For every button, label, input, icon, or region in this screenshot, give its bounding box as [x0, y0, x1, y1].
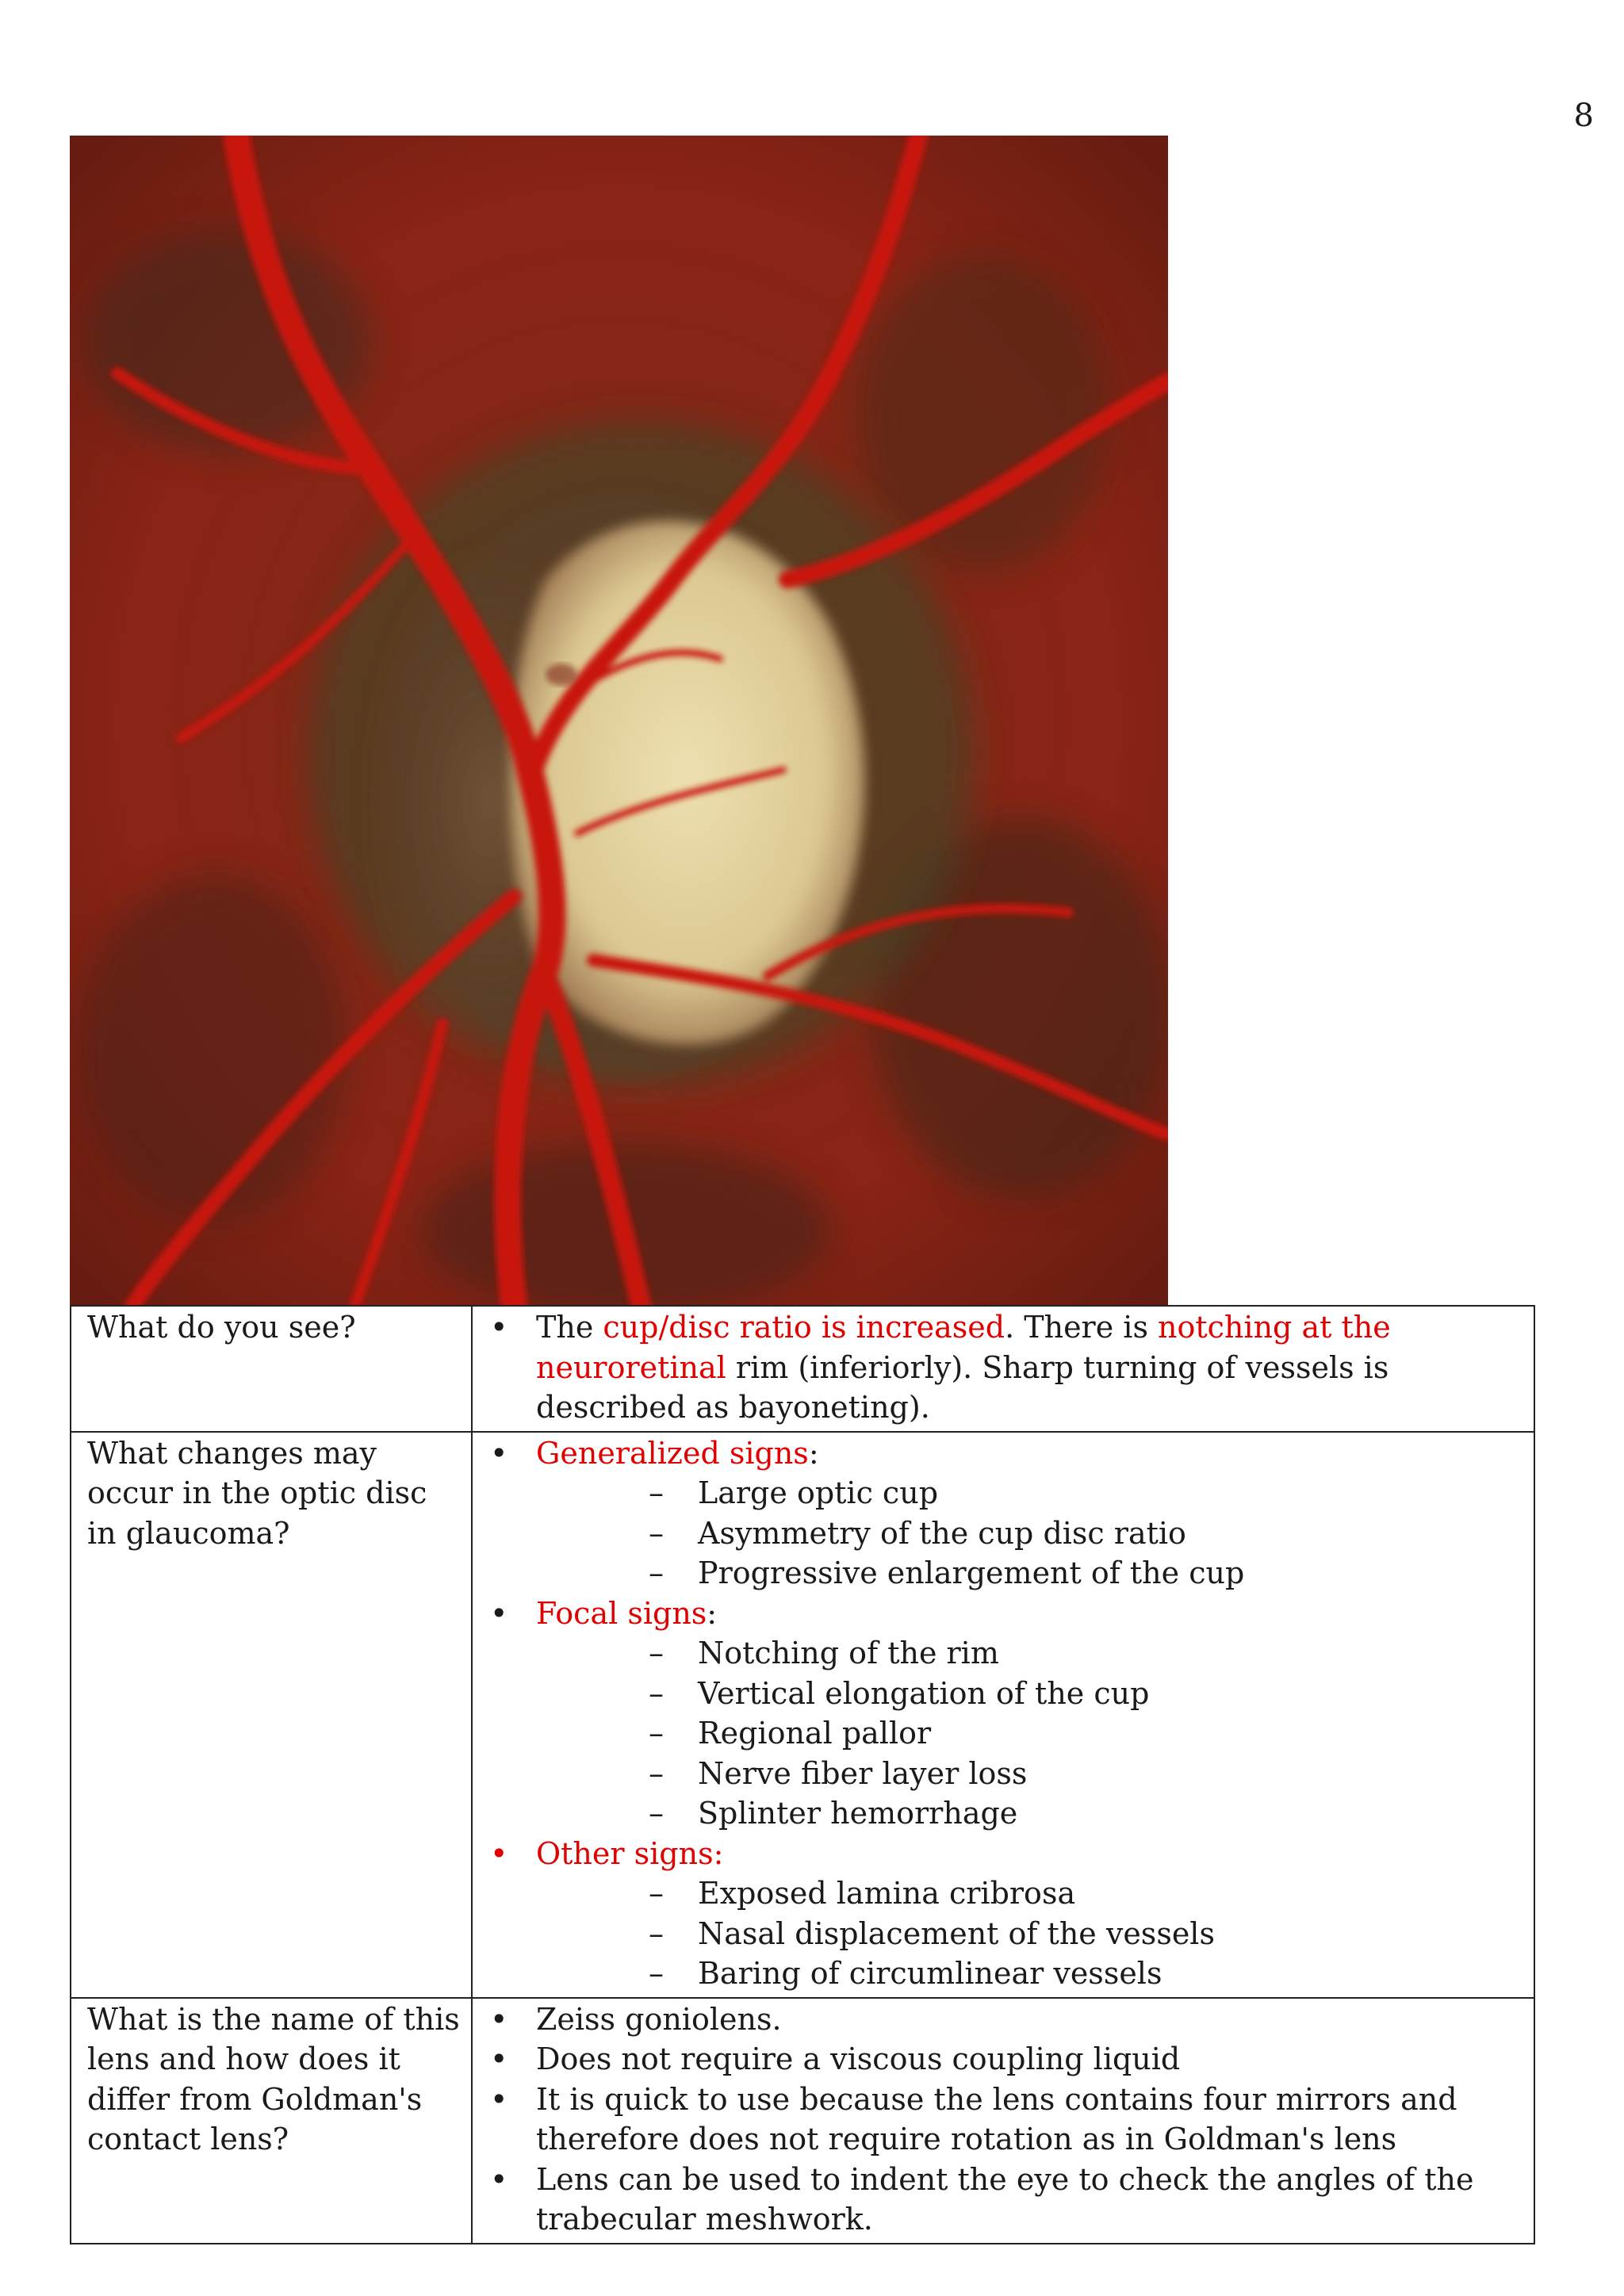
list-item: • Zeiss goniolens. [473, 1999, 1518, 2040]
fundus-photo [70, 136, 1168, 1305]
answer-cell [472, 1998, 1534, 2244]
question-text: What changes may occur in the optic disc in glaucoma? [87, 1435, 427, 1551]
group-suffix: : [808, 1435, 819, 1471]
answer-text: rim (inferiorly). Sharp turning of vessels is described as bayoneting). [536, 1349, 1389, 1425]
answer-list [473, 1307, 1518, 1428]
sub-list-item: – Progressive enlargement of the cup [536, 1553, 1518, 1594]
sub-list-item: – Nasal displacement of the vessels [536, 1914, 1518, 1954]
question-cell [71, 1432, 472, 1998]
sub-list-item: – Large optic cup [536, 1473, 1518, 1513]
list-item [473, 1307, 1518, 1428]
list-item: • Lens can be used to indent the eye to check the angles of the trabecular meshwork. [473, 2160, 1518, 2240]
answer-cell [472, 1306, 1534, 1432]
fundus-image [70, 136, 1168, 1305]
answer-text: The [536, 1310, 603, 1345]
answer-text: . There is [1005, 1310, 1159, 1345]
qa-table [70, 1305, 1535, 2244]
answer-list [473, 1999, 1518, 2240]
sub-list-item: – Baring of circumlinear vessels [536, 1954, 1518, 1994]
answer-list [473, 1433, 1518, 1994]
table-row [71, 1998, 1534, 2244]
highlight-text: cup/disc ratio is increased [603, 1310, 1005, 1345]
list-item: • Does not require a viscous coupling liquid [473, 2039, 1518, 2080]
sub-list-item: – Nerve fiber layer loss [536, 1754, 1518, 1794]
question-text: What do you see? [87, 1310, 356, 1345]
question-cell [71, 1306, 472, 1432]
group-label: Focal signs [536, 1595, 707, 1631]
sub-list [536, 1873, 1518, 1994]
list-item [473, 1594, 1518, 1834]
sub-list [536, 1633, 1518, 1834]
table-row [71, 1306, 1534, 1432]
list-item [473, 1433, 1518, 1594]
group-label: Generalized signs [536, 1435, 809, 1471]
sub-list-item: – Splinter hemorrhage [536, 1793, 1518, 1834]
list-item: • It is quick to use because the lens contains four mirrors and therefore does not require rotation as in Goldman's lens [473, 2080, 1518, 2160]
sub-list-item: – Regional pallor [536, 1713, 1518, 1754]
sub-list-item: – Notching of the rim [536, 1633, 1518, 1674]
sub-list-item: – Vertical elongation of the cup [536, 1674, 1518, 1714]
question-cell [71, 1998, 472, 2244]
group-label: Other signs: [536, 1835, 724, 1871]
table-row [71, 1432, 1534, 1998]
sub-list-item: – Asymmetry of the cup disc ratio [536, 1513, 1518, 1554]
question-text: What is the name of this lens and how does it differ from Goldman's contact lens? [87, 2001, 460, 2156]
answer-cell [472, 1432, 1534, 1998]
group-suffix: : [707, 1595, 718, 1631]
sub-list [536, 1473, 1518, 1594]
sub-list-item: – Exposed lamina cribrosa [536, 1873, 1518, 1914]
highlight-text: notching at the neuroretinal [536, 1310, 1391, 1385]
list-item [473, 1834, 1518, 1994]
page-number: 8 [1573, 98, 1594, 134]
